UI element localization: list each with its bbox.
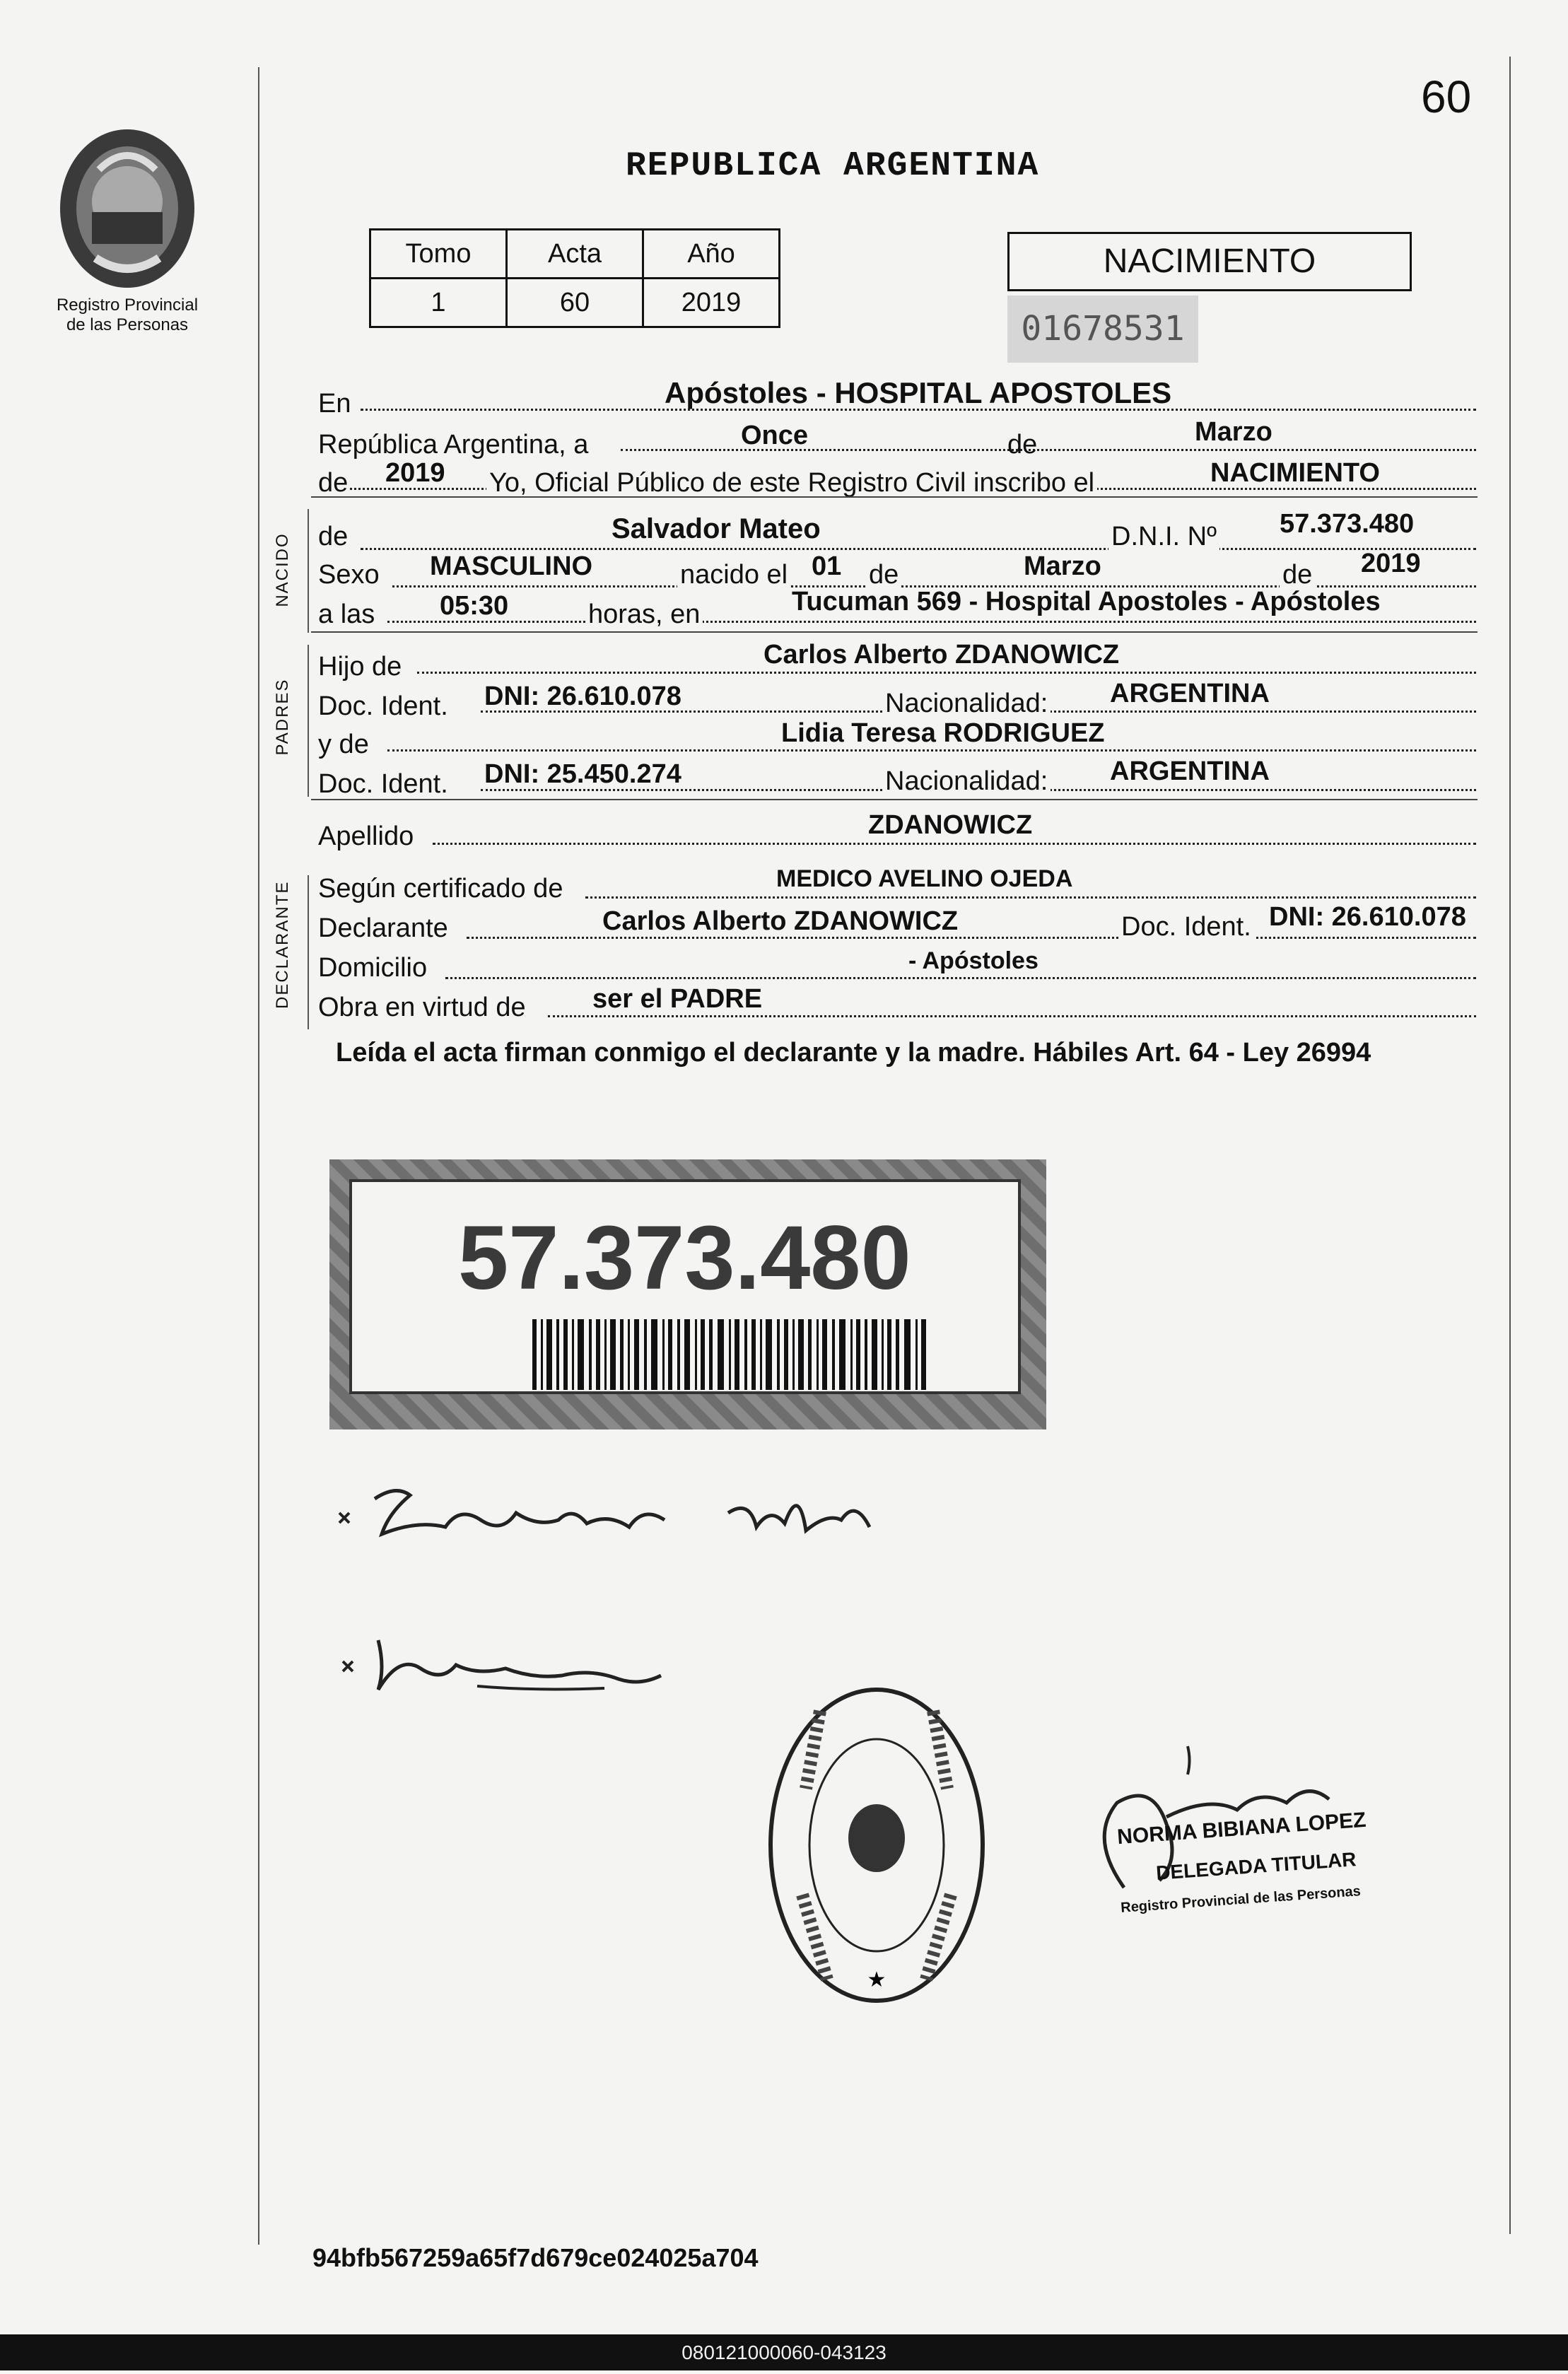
section-label-nacido: NACIDO	[273, 532, 292, 607]
nacido-de3-label: de	[1280, 560, 1315, 590]
birth-day: 01	[812, 551, 842, 581]
left-margin-line	[258, 67, 259, 2245]
divider	[311, 799, 1478, 800]
reference-table	[369, 228, 780, 328]
sexo-label: Sexo	[318, 560, 380, 590]
horas-en-label: horas, en	[585, 600, 703, 630]
mother-name: Lidia Teresa RODRIGUEZ	[781, 718, 1105, 748]
row-line	[585, 896, 1476, 899]
dni-sticker	[329, 1159, 1046, 1429]
certificate-issuer: MEDICO AVELINO OJEDA	[776, 865, 1073, 892]
row-line	[387, 621, 1476, 623]
serial-number-stamp	[1007, 296, 1198, 363]
doc-type-box	[1007, 232, 1412, 291]
father-doc: DNI: 26.610.078	[484, 682, 681, 711]
section-bar-nacido	[308, 509, 309, 633]
certificado-label: Según certificado de	[318, 874, 563, 904]
page-number: 60	[1421, 71, 1472, 122]
registration-year: 2019	[385, 458, 445, 488]
y-de-label: y de	[318, 730, 369, 759]
ref-header-acta: Acta	[507, 230, 643, 279]
birth-time: 05:30	[440, 591, 509, 621]
dni-label: D.N.I. Nº	[1108, 522, 1219, 552]
domicilio-label: Domicilio	[318, 953, 428, 983]
svg-text:★: ★	[867, 1967, 887, 1992]
right-margin-line	[1509, 57, 1511, 2234]
child-name: Salvador Mateo	[612, 513, 821, 544]
birth-address: Tucuman 569 - Hospital Apostoles - Apóstoles	[792, 587, 1381, 616]
row-line	[387, 749, 1476, 752]
row-line	[433, 843, 1476, 845]
nacido-el-label: nacido el	[677, 560, 790, 590]
event-type: NACIMIENTO	[1210, 458, 1380, 488]
dni-barcode	[532, 1319, 928, 1390]
province-seal-logo	[57, 127, 198, 297]
section-bar-padres	[308, 645, 309, 797]
doc-type-label: NACIMIENTO	[1103, 242, 1316, 280]
obra-label: Obra en virtud de	[318, 993, 526, 1022]
delegate-org: Registro Provincial de las Personas	[1120, 1883, 1362, 1916]
declarant-signature	[332, 1470, 898, 1577]
father-nationality-label: Nacionalidad:	[882, 689, 1051, 719]
declarant-doc-label: Doc. Ident.	[1118, 912, 1254, 942]
nacido-de-label: de	[318, 522, 349, 551]
father-doc-label: Doc. Ident.	[318, 691, 448, 721]
child-sex: MASCULINO	[430, 551, 593, 581]
registration-month: Marzo	[1195, 417, 1272, 447]
mother-signature	[336, 1626, 675, 1704]
de2-label: de	[318, 468, 349, 498]
ref-value-anio: 2019	[643, 279, 780, 327]
logo-caption	[28, 296, 226, 335]
declarant-name: Carlos Alberto ZDANOWICZ	[602, 906, 959, 936]
ref-value-tomo: 1	[370, 279, 507, 327]
mother-nationality: ARGENTINA	[1110, 756, 1270, 786]
footer-bar	[0, 2334, 1568, 2370]
row-line	[417, 672, 1476, 674]
dni-sticker-number: 57.373.480	[458, 1208, 911, 1309]
dni-sticker-inner	[349, 1179, 1021, 1394]
logo-caption-line2: de las Personas	[66, 315, 189, 334]
declarant-address: - Apóstoles	[908, 947, 1038, 974]
ref-value-acta: 60	[507, 279, 643, 327]
de-label: de	[1007, 430, 1038, 460]
delegate-role: DELEGADA TITULAR	[1155, 1848, 1357, 1884]
declarante-label: Declarante	[318, 913, 448, 943]
row-line	[361, 548, 1476, 550]
registration-day: Once	[741, 421, 809, 450]
mother-nationality-label: Nacionalidad:	[882, 766, 1051, 797]
ref-header-tomo: Tomo	[370, 230, 507, 279]
birth-month: Marzo	[1024, 551, 1101, 581]
section-bar-declarante	[308, 875, 309, 1029]
mother-doc-label: Doc. Ident.	[318, 769, 448, 799]
declarant-reason: ser el PADRE	[592, 984, 763, 1014]
father-nationality: ARGENTINA	[1110, 679, 1270, 708]
child-dni: 57.373.480	[1280, 509, 1415, 539]
en-label: En	[318, 389, 351, 419]
declarant-doc: DNI: 26.610.078	[1269, 902, 1466, 932]
surname: ZDANOWICZ	[868, 810, 1033, 840]
delegate-name: NORMA BIBIANA LOPEZ	[1116, 1808, 1367, 1849]
apellido-label: Apellido	[318, 821, 414, 851]
section-label-declarante: DECLARANTE	[273, 880, 292, 1009]
birth-place-value: Apóstoles - HOSPITAL APOSTOLES	[665, 376, 1172, 409]
official-round-stamp	[763, 1683, 990, 2008]
document-hash: 94bfb567259a65f7d679ce024025a704	[312, 2243, 759, 2272]
republica-label: República Argentina, a	[318, 430, 589, 460]
birth-year: 2019	[1361, 549, 1421, 578]
row-line	[445, 977, 1476, 979]
mother-doc: DNI: 25.450.274	[484, 759, 681, 789]
section-label-padres: PADRES	[273, 678, 292, 756]
closing-statement: Leída el acta firman conmigo el declarante y la madre. Hábiles Art. 64 - Ley 26994	[336, 1038, 1371, 1068]
divider	[311, 496, 1478, 498]
country-title: REPUBLICA ARGENTINA	[626, 147, 1040, 185]
footer-code: 080121000060-043123	[681, 2341, 887, 2363]
hijo-de-label: Hijo de	[318, 652, 402, 682]
serial-number: 01678531	[1021, 309, 1185, 349]
row-line	[548, 1015, 1476, 1017]
a-las-label: a las	[318, 600, 375, 629]
ref-header-anio: Año	[643, 230, 780, 279]
nacido-de2-label: de	[866, 560, 901, 590]
yo-oficial-label: Yo, Oficial Público de este Registro Civil inscribo el	[486, 468, 1097, 498]
logo-caption-line1: Registro Provincial	[56, 296, 199, 315]
divider	[311, 631, 1478, 633]
row-line	[467, 937, 1476, 939]
father-name: Carlos Alberto ZDANOWICZ	[763, 640, 1120, 669]
